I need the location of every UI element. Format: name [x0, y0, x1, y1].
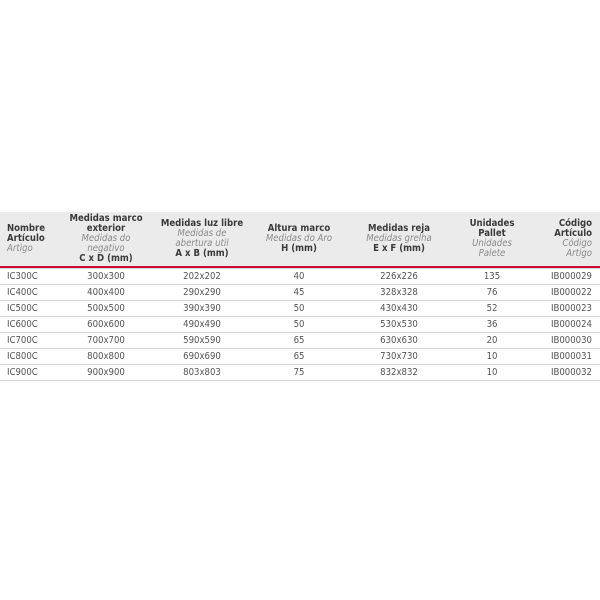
table-cell: IB000022 [530, 285, 600, 301]
column-header-label: Código [558, 218, 592, 229]
table-row [0, 317, 600, 333]
table-cell: 328x328 [344, 285, 454, 301]
table-cell: 300x300 [62, 269, 150, 285]
table-cell: 10 [454, 365, 530, 381]
header-row [0, 212, 600, 266]
column-header-translation: Artigo [566, 248, 592, 259]
column-header [150, 212, 254, 266]
table-row [0, 269, 600, 285]
table-cell: IB000024 [530, 317, 600, 333]
column-header [454, 212, 530, 266]
column-header-label: Artículo [7, 233, 45, 244]
column-header-translation: Medidas do Aro [265, 233, 333, 244]
column-header [62, 212, 150, 266]
table-row [0, 333, 600, 349]
table-cell: IB000032 [530, 365, 600, 381]
table-cell: 65 [254, 349, 344, 365]
table-cell: 900x900 [62, 365, 150, 381]
table-cell: 45 [254, 285, 344, 301]
table-header [0, 212, 600, 266]
column-header-label: Pallet [478, 228, 506, 239]
column-header-translation: Unidades [472, 238, 512, 249]
column-header-unit: C x D (mm) [79, 253, 133, 264]
table-cell: 400x400 [62, 285, 150, 301]
table-cell: IC700C [0, 333, 62, 349]
table-cell: 803x803 [150, 365, 254, 381]
table-cell: 290x290 [150, 285, 254, 301]
column-header-label: exterior [86, 223, 126, 234]
column-header-label: Nombre [7, 223, 46, 234]
table-row [0, 349, 600, 365]
table-cell: IC400C [0, 285, 62, 301]
column-header-translation: Medidas do [81, 233, 131, 244]
table-body [0, 266, 600, 381]
table-cell: IB000030 [530, 333, 600, 349]
table-cell: 490x490 [150, 317, 254, 333]
column-header-unit: H (mm) [281, 243, 317, 254]
table-cell: 20 [454, 333, 530, 349]
column-header-translation: negativo [87, 243, 125, 254]
column-header [344, 212, 454, 266]
table-cell: 700x700 [62, 333, 150, 349]
table-cell: 590x590 [150, 333, 254, 349]
table-cell: 832x832 [344, 365, 454, 381]
column-header-unit: E x F (mm) [373, 243, 425, 254]
table-cell: 202x202 [150, 269, 254, 285]
column-header-unit: A x B (mm) [175, 248, 229, 259]
table-cell: IB000031 [530, 349, 600, 365]
table-cell: IB000029 [530, 269, 600, 285]
table-cell: IC900C [0, 365, 62, 381]
product-table-container [0, 212, 600, 381]
table-cell: IB000023 [530, 301, 600, 317]
table-cell: 135 [454, 269, 530, 285]
table-row [0, 365, 600, 381]
column-header-translation: Artigo [7, 243, 33, 254]
table-cell: 65 [254, 333, 344, 349]
table-cell: 430x430 [344, 301, 454, 317]
table-row [0, 285, 600, 301]
column-header-label: Unidades [469, 218, 515, 229]
table-cell: 600x600 [62, 317, 150, 333]
table-cell: 690x690 [150, 349, 254, 365]
column-header [254, 212, 344, 266]
table-cell: IC500C [0, 301, 62, 317]
table-cell: 40 [254, 269, 344, 285]
table-cell: 10 [454, 349, 530, 365]
column-header-label: Artículo [554, 228, 592, 239]
table-cell: 36 [454, 317, 530, 333]
table-cell: 530x530 [344, 317, 454, 333]
table-cell: 500x500 [62, 301, 150, 317]
column-header-translation: Palete [478, 248, 506, 259]
column-header-label: Medidas reja [367, 223, 430, 234]
product-table [0, 212, 600, 381]
column-header-translation: Código [562, 238, 592, 249]
table-cell: 730x730 [344, 349, 454, 365]
column-header-label: Medidas luz libre [160, 218, 244, 229]
table-cell: 630x630 [344, 333, 454, 349]
table-cell: IC300C [0, 269, 62, 285]
table-cell: 52 [454, 301, 530, 317]
column-header-label: Medidas marco [69, 213, 143, 224]
column-header-translation: Medidas de [177, 228, 227, 239]
table-row [0, 301, 600, 317]
table-cell: 800x800 [62, 349, 150, 365]
table-cell: 76 [454, 285, 530, 301]
column-header [530, 212, 600, 266]
column-header-label: Altura marco [267, 223, 331, 234]
table-cell: 75 [254, 365, 344, 381]
table-cell: 50 [254, 317, 344, 333]
table-cell: 226x226 [344, 269, 454, 285]
table-cell: 390x390 [150, 301, 254, 317]
table-cell: IC800C [0, 349, 62, 365]
column-header-translation: abertura util [175, 238, 229, 249]
table-cell: 50 [254, 301, 344, 317]
column-header [0, 212, 62, 266]
column-header-translation: Medidas grelha [366, 233, 432, 244]
table-cell: IC600C [0, 317, 62, 333]
